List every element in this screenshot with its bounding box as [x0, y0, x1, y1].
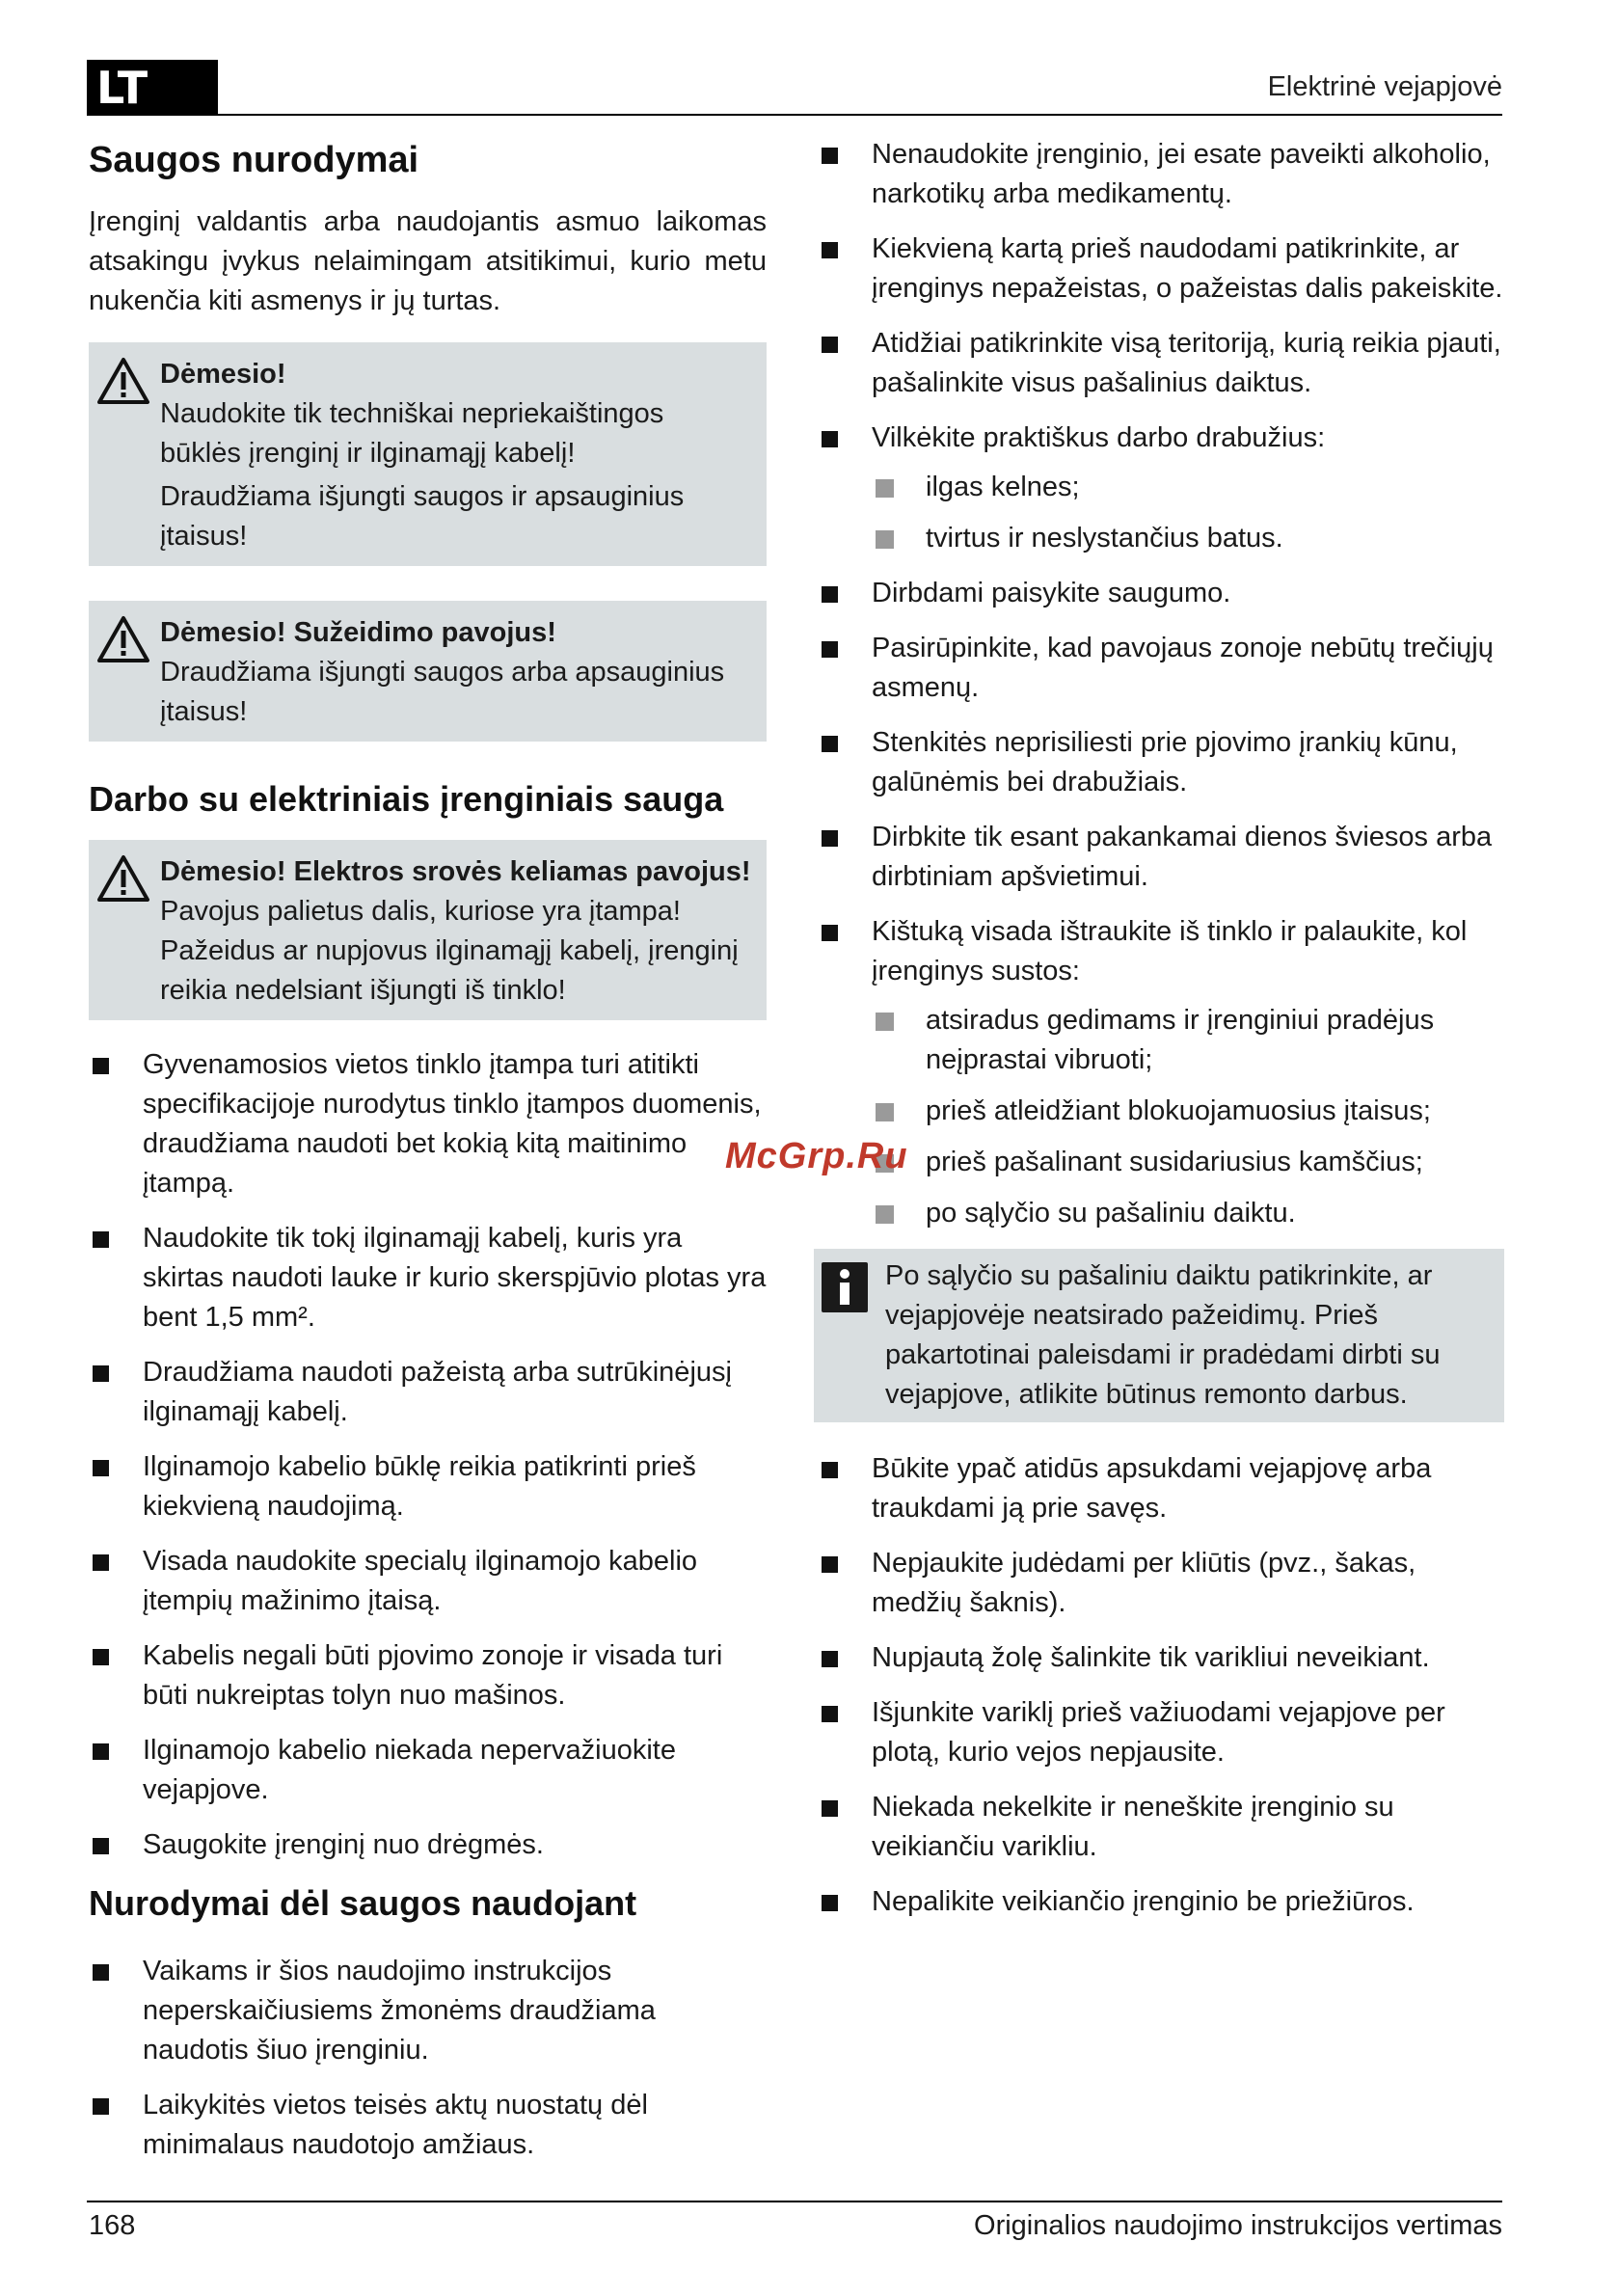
- bullet-square-icon: [93, 2098, 109, 2115]
- bullet-square-icon: [822, 925, 838, 941]
- list-item: Ilginamojo kabelio niekada nepervažiuokite vejapjove.: [89, 1731, 767, 1810]
- sublist-item: prieš pašalinant susidariusius kamščius;: [872, 1143, 1504, 1182]
- list-item: Draudžiama naudoti pažeistą arba sutrūkinėjusį ilginamąjį kabelį.: [89, 1353, 767, 1432]
- right-column: [818, 135, 1504, 1937]
- bullet-square-icon: [822, 586, 838, 603]
- warning-title: Dėmesio! Sužeidimo pavojus!: [160, 617, 556, 648]
- list-item: Vaikams ir šios naudojimo instrukcijos neperskaičiusiems žmonėms draudžiama naudotis šiuo įrenginiu.: [89, 1952, 767, 2070]
- info-box: [814, 1249, 1504, 1422]
- clothing-sublist: [872, 468, 1504, 558]
- warning-title: Dėmesio! Elektros srovės keliamas pavojus!: [160, 856, 751, 887]
- warning-triangle-icon: [96, 853, 150, 904]
- list-item: Naudokite tik tokį ilginamąjį kabelį, kuris yra skirtas naudoti lauke ir kurio skerspjūvio plotas yra bent 1,5 mm².: [89, 1219, 767, 1337]
- bullet-square-icon: [822, 431, 838, 447]
- sublist-item: prieš atleidžiant blokuojamuosius įtaisus;: [872, 1092, 1504, 1131]
- warning-box-general: [89, 342, 767, 566]
- sublist-item: tvirtus ir neslystančius batus.: [872, 519, 1504, 558]
- usage-safety-list: [89, 1952, 767, 2165]
- list-item: Saugokite įrenginį nuo drėgmės.: [89, 1825, 767, 1865]
- grey-square-icon: [876, 1205, 894, 1224]
- bullet-square-icon: [822, 1462, 838, 1478]
- footer-title: Originalios naudojimo instrukcijos vertimas: [974, 2210, 1502, 2241]
- list-item: Išjunkite variklį prieš važiuodami vejapjove per plotą, kurio vejos nepjausite.: [818, 1693, 1504, 1772]
- list-item: Būkite ypač atidūs apsukdami vejapjovę arba traukdami ją prie savęs.: [818, 1449, 1504, 1528]
- bullet-square-icon: [822, 830, 838, 847]
- grey-square-icon: [876, 1013, 894, 1031]
- bullet-square-icon: [93, 1231, 109, 1248]
- electric-safety-list: [89, 1045, 767, 1865]
- warning-text: Draudžiama išjungti saugos ir apsauginius įtaisus!: [160, 481, 685, 552]
- left-column: [89, 135, 767, 2180]
- list-item: Dirbkite tik esant pakankamai dienos šviesos arba dirbtiniam apšvietimui.: [818, 818, 1504, 897]
- bullet-square-icon: [822, 1895, 838, 1911]
- bullet-square-icon: [822, 242, 838, 258]
- warning-text: Pavojus palietus dalis, kuriose yra įtampa! Pažeidus ar nupjovus ilginamąjį kabelį, įrenginį reikia nedelsiant išjungti iš tinklo!: [160, 896, 739, 1006]
- list-item: Kiekvieną kartą prieš naudodami patikrinkite, ar įrenginys nepažeistas, o pažeistas dalis pakeiskite.: [818, 230, 1504, 309]
- list-item: Vilkėkite praktiškus darbo drabužius: ilgas kelnes; tvirtus ir neslystančius batus.: [818, 419, 1504, 558]
- bullet-square-icon: [822, 1651, 838, 1667]
- warning-triangle-icon: [96, 356, 150, 406]
- bullet-square-icon: [93, 1743, 109, 1760]
- sublist-item: ilgas kelnes;: [872, 468, 1504, 507]
- warning-box-injury: [89, 601, 767, 742]
- list-item: Visada naudokite specialų ilginamojo kabelio įtempių mažinimo įtaisą.: [89, 1542, 767, 1621]
- grey-square-icon: [876, 530, 894, 549]
- bullet-square-icon: [93, 1649, 109, 1665]
- list-item: Nenaudokite įrenginio, jei esate paveikti alkoholio, narkotikų arba medikamentų.: [818, 135, 1504, 214]
- page-number: 168: [89, 2210, 136, 2241]
- bullet-square-icon: [822, 1706, 838, 1722]
- bullet-square-icon: [93, 1460, 109, 1476]
- heading-safety: Saugos nurodymai: [89, 140, 419, 180]
- list-item: Stenkitės neprisiliesti prie pjovimo įrankių kūnu, galūnėmis bei drabužiais.: [818, 723, 1504, 802]
- bullet-square-icon: [93, 1964, 109, 1981]
- bullet-square-icon: [822, 1556, 838, 1573]
- bullet-square-icon: [822, 641, 838, 658]
- header-rule: [87, 114, 1502, 116]
- list-item: Atidžiai patikrinkite visą teritoriją, kurią reikia pjauti, pašalinkite visus pašalinius daiktus.: [818, 324, 1504, 403]
- watermark: McGrp.Ru: [725, 1136, 908, 1176]
- warning-title: Dėmesio!: [160, 359, 286, 390]
- heading-usage-safety: Nurodymai dėl saugos naudojant: [89, 1883, 637, 1923]
- grey-square-icon: [876, 479, 894, 498]
- bullet-square-icon: [93, 1838, 109, 1854]
- language-tab: LT: [87, 60, 218, 116]
- list-item: Kištuką visada ištraukite iš tinklo ir palaukite, kol įrenginys sustos: atsiradus gedimams ir įrenginiui pradėjus neįprastai vibruoti; prieš atleidžiant blokuojamuosius įtaisus; prieš pašalinant susidariusius kamščius; po sąlyčio su pašaliniu daiktu.: [818, 912, 1504, 1233]
- operation-safety-list-2: [818, 1449, 1504, 1922]
- bullet-square-icon: [822, 1800, 838, 1817]
- list-item: Laikykitės vietos teisės aktų nuostatų dėl minimalaus naudotojo amžiaus.: [89, 2086, 767, 2165]
- unplug-sublist: [872, 1001, 1504, 1233]
- operation-safety-list: [818, 135, 1504, 1233]
- grey-square-icon: [876, 1103, 894, 1121]
- list-item: Kabelis negali būti pjovimo zonoje ir visada turi būti nukreiptas tolyn nuo mašinos.: [89, 1636, 767, 1715]
- footer-rule: [87, 2201, 1502, 2202]
- list-item: Niekada nekelkite ir neneškite įrenginio su veikiančiu varikliu.: [818, 1788, 1504, 1867]
- warning-triangle-icon: [96, 614, 150, 664]
- bullet-square-icon: [93, 1058, 109, 1074]
- warning-text: Naudokite tik techniškai nepriekaištingos būklės įrenginį ir ilginamąjį kabelį!: [160, 398, 664, 469]
- bullet-square-icon: [93, 1554, 109, 1571]
- list-item: Nepjaukite judėdami per kliūtis (pvz., šakas, medžių šaknis).: [818, 1544, 1504, 1623]
- bullet-square-icon: [822, 337, 838, 353]
- bullet-square-icon: [822, 736, 838, 752]
- list-item: Pasirūpinkite, kad pavojaus zonoje nebūtų trečiųjų asmenų.: [818, 629, 1504, 708]
- sublist-item: po sąlyčio su pašaliniu daiktu.: [872, 1194, 1504, 1233]
- list-item: Nepalikite veikiančio įrenginio be priežiūros.: [818, 1882, 1504, 1922]
- warning-box-electric: [89, 840, 767, 1020]
- list-item: Gyvenamosios vietos tinklo įtampa turi atitikti specifikacijoje nurodytus tinklo įtampos duomenis, draudžiama naudoti bet kokią kitą maitinimo įtampą.: [89, 1045, 767, 1203]
- list-item: Ilginamojo kabelio būklę reikia patikrinti prieš kiekvieną naudojimą.: [89, 1447, 767, 1526]
- info-text: Po sąlyčio su pašaliniu daiktu patikrinkite, ar vejapjovėje neatsirado pažeidimų. Prieš pakartotinai paleisdami ir pradėdami dirbti su vejapjove, atlikite būtinus remonto darbus.: [885, 1260, 1441, 1410]
- info-icon: [822, 1262, 868, 1312]
- intro-paragraph: Įrenginį valdantis arba naudojantis asmuo laikomas atsakingu įvykus nelaimingam atsitikimui, kurio metu nukenčia kiti asmenys ir jų turtas.: [89, 206, 767, 316]
- bullet-square-icon: [822, 148, 838, 164]
- bullet-square-icon: [93, 1365, 109, 1382]
- header-title: Elektrinė vejapjovė: [1267, 71, 1502, 102]
- sublist-item: atsiradus gedimams ir įrenginiui pradėjus neįprastai vibruoti;: [872, 1001, 1504, 1080]
- list-item: Dirbdami paisykite saugumo.: [818, 574, 1504, 613]
- list-item: Nupjautą žolę šalinkite tik varikliui neveikiant.: [818, 1638, 1504, 1678]
- heading-electrical-safety: Darbo su elektriniais įrenginiais sauga: [89, 779, 724, 819]
- warning-text: Draudžiama išjungti saugos arba apsauginius įtaisus!: [160, 657, 725, 727]
